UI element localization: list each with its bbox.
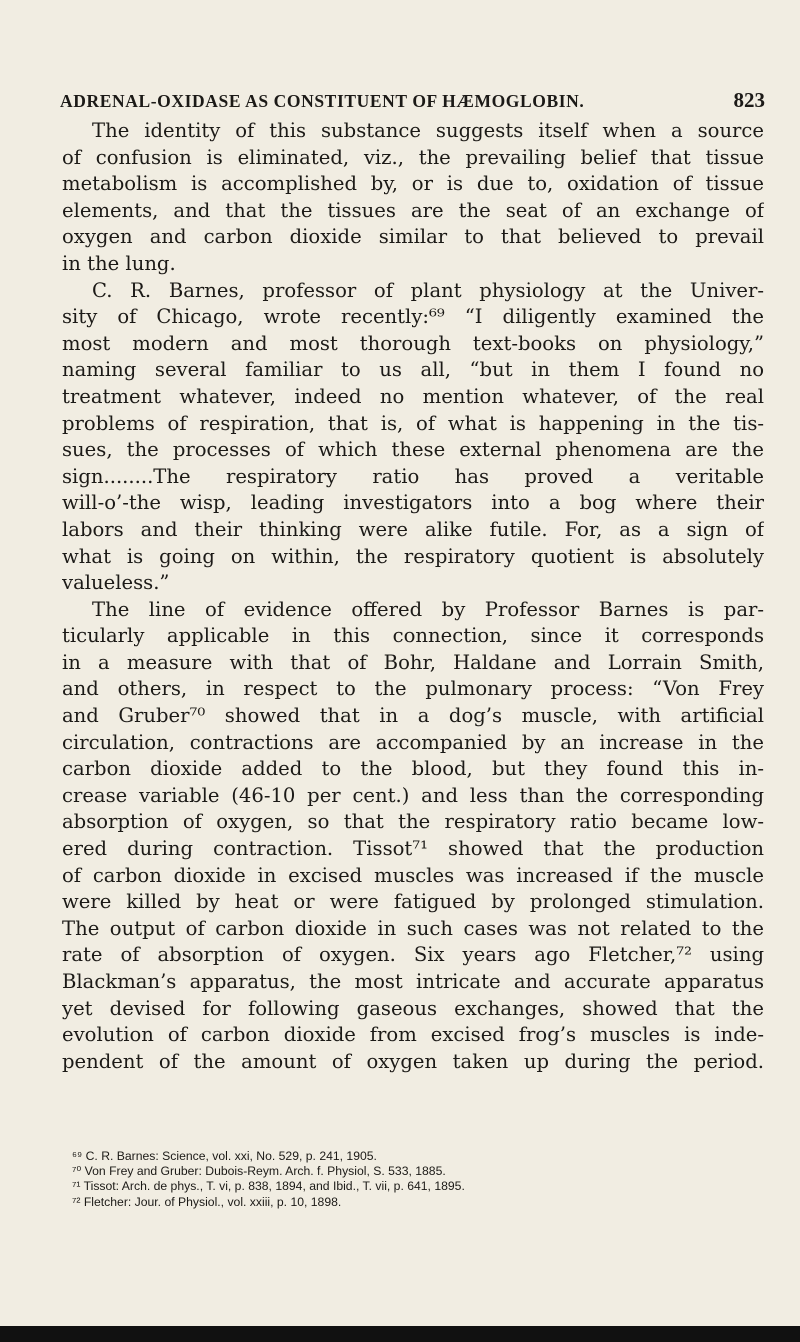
text-line: yet devised for following gaseous exchanges, showed that the bbox=[62, 996, 764, 1020]
text-line: carbon dioxide added to the blood, but they found this in- bbox=[62, 757, 764, 781]
text-line: crease variable (46-10 per cent.) and less than the corresponding bbox=[62, 783, 764, 807]
text-line: will-o’-the wisp, leading investigators into a bog where their bbox=[62, 491, 764, 515]
body-text bbox=[62, 118, 764, 1075]
footnotes bbox=[72, 1149, 762, 1210]
text-line: of carbon dioxide in excised muscles was increased if the muscle bbox=[62, 863, 764, 887]
text-line: naming several familiar to us all, “but in them I found no bbox=[62, 358, 764, 382]
text-line: rate of absorption of oxygen. Six years ago Fletcher,⁷² using bbox=[62, 943, 764, 967]
footnote: ⁷² Fletcher: Jour. of Physiol., vol. xxiii, p. 10, 1898. bbox=[72, 1194, 342, 1209]
footnote: ⁷¹ Tissot: Arch. de phys., T. vi, p. 838, 1894, and Ibid., T. vii, p. 641, 1895. bbox=[72, 1179, 465, 1194]
text-line: circulation, contractions are accompanied by an increase in the bbox=[62, 730, 764, 754]
footnote: ⁷⁰ Von Frey and Gruber: Dubois-Reym. Arch. f. Physiol, S. 533, 1885. bbox=[72, 1164, 446, 1179]
text-line: The identity of this substance suggests itself when a source bbox=[92, 119, 764, 142]
footnote: ⁶⁹ C. R. Barnes: Science, vol. xxi, No. 529, p. 241, 1905. bbox=[72, 1149, 377, 1163]
text-line: elements, and that the tissues are the seat of an exchange of bbox=[62, 198, 764, 222]
page-number: 823 bbox=[733, 88, 765, 112]
text-line: were killed by heat or were fatigued by prolonged stimulation. bbox=[62, 890, 764, 914]
text-line: Blackman’s apparatus, the most intricate and accurate apparatus bbox=[62, 970, 764, 993]
text-line: in the lung. bbox=[62, 251, 176, 275]
text-line: most modern and most thorough text-books on physiology,” bbox=[62, 331, 764, 355]
text-line: and Gruber⁷⁰ showed that in a dog’s muscle, with artificial bbox=[62, 704, 764, 728]
text-line: problems of respiration, that is, of what is happening in the tis- bbox=[62, 411, 764, 435]
text-line: valueless.” bbox=[62, 571, 170, 595]
text-line: The output of carbon dioxide in such cases was not related to the bbox=[62, 916, 764, 940]
text-line: pendent of the amount of oxygen taken up during the period. bbox=[62, 1049, 764, 1073]
text-line: what is going on within, the respiratory quotient is absolutely bbox=[62, 544, 764, 568]
text-line: metabolism is accomplished by, or is due to, oxidation of tissue bbox=[62, 172, 764, 196]
text-line: C. R. Barnes, professor of plant physiology at the Univer- bbox=[92, 278, 764, 302]
text-line: oxygen and carbon dioxide similar to that believed to prevail bbox=[62, 225, 764, 249]
text-line: The line of evidence offered by Professor Barnes is par- bbox=[92, 597, 764, 621]
text-line: in a measure with that of Bohr, Haldane and Lorrain Smith, bbox=[62, 650, 764, 674]
text-line: labors and their thinking were alike futile. For, as a sign of bbox=[62, 517, 764, 541]
running-header bbox=[60, 88, 765, 113]
text-line: sues, the processes of which these external phenomena are the bbox=[62, 438, 764, 462]
text-line: absorption of oxygen, so that the respiratory ratio became low- bbox=[62, 810, 764, 834]
text-line: evolution of carbon dioxide from excised frog’s muscles is inde- bbox=[62, 1023, 764, 1047]
text-line: ered during contraction. Tissot⁷¹ showed that the production bbox=[62, 837, 764, 861]
running-title: ADRENAL-OXIDASE AS CONSTITUENT OF HÆMOGLOBIN. bbox=[60, 91, 585, 111]
text-line: sity of Chicago, wrote recently:⁶⁹ “I diligently examined the bbox=[62, 305, 764, 329]
text-line: of confusion is eliminated, viz., the prevailing belief that tissue bbox=[62, 145, 764, 169]
text-line: and others, in respect to the pulmonary process: “Von Frey bbox=[62, 677, 764, 701]
text-line: treatment whatever, indeed no mention whatever, of the real bbox=[62, 384, 764, 408]
text-line: sign........The respiratory ratio has proved a veritable bbox=[62, 464, 764, 488]
text-line: ticularly applicable in this connection, since it corresponds bbox=[62, 624, 764, 648]
scan-edge-bar bbox=[0, 1326, 800, 1342]
